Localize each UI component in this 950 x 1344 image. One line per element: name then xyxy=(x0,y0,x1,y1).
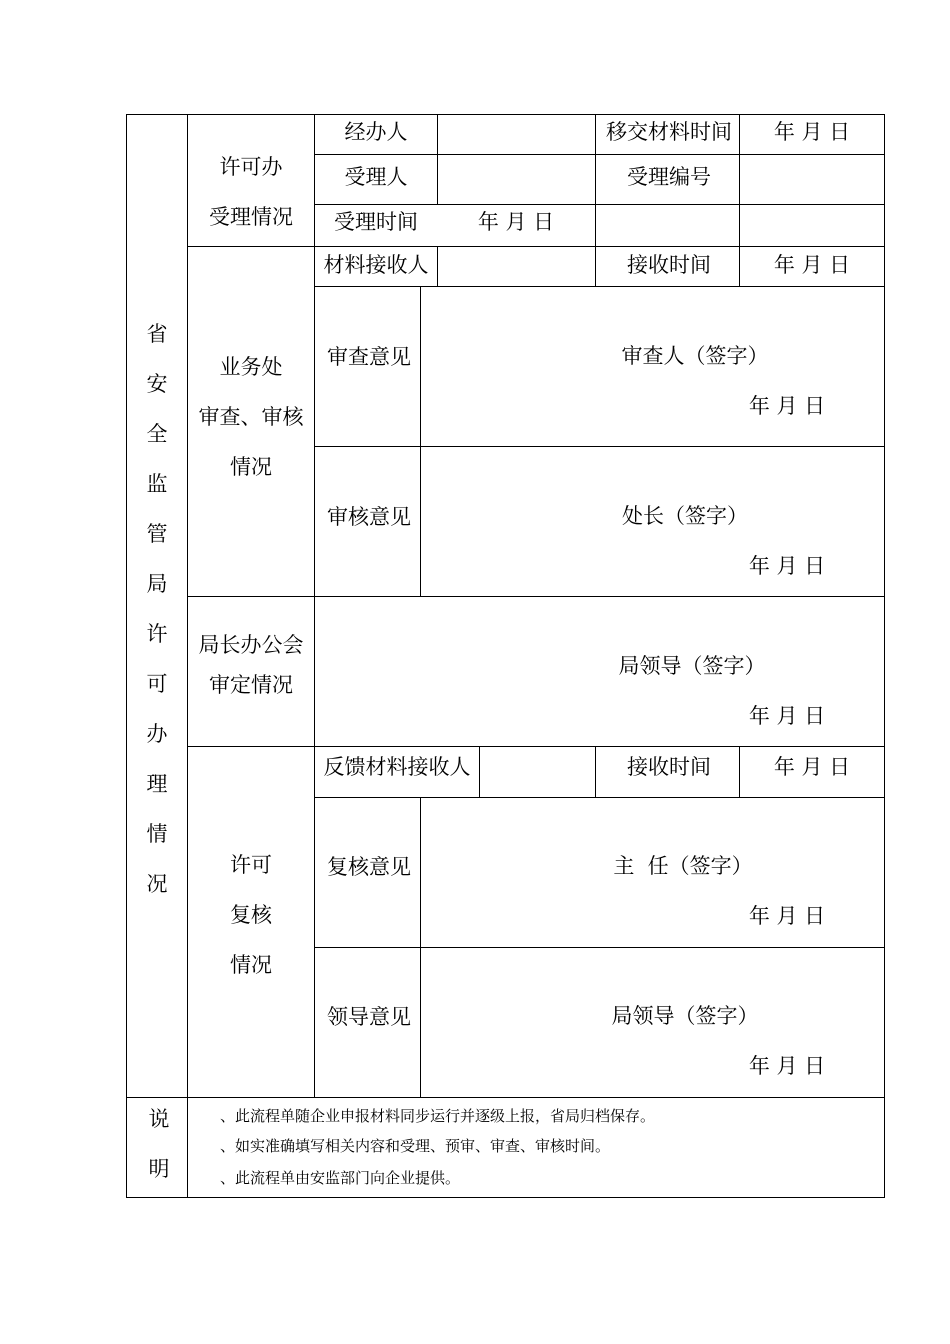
accept-no-input[interactable] xyxy=(740,155,884,204)
section-review-label xyxy=(199,342,304,492)
hline xyxy=(314,204,885,205)
section-recheck-label xyxy=(230,840,272,990)
side-title: 省 安 全 监 管 局 许 可 办 理 情 况 xyxy=(146,322,168,896)
border-right xyxy=(884,114,885,1198)
handler-label: 经办人 xyxy=(344,120,408,144)
accept-time-label: 受理时间 xyxy=(334,210,418,234)
section-recheck-label-line3: 情况 xyxy=(230,953,272,977)
notes-label-line2: 明 xyxy=(148,1157,170,1181)
vline xyxy=(420,286,421,596)
reviewer-sign-label: 审查人（签字） xyxy=(621,344,769,368)
border-left xyxy=(126,114,127,1198)
hline xyxy=(314,947,885,948)
review-opinion-label: 审查意见 xyxy=(327,345,411,369)
hline xyxy=(187,596,885,597)
hline xyxy=(126,1097,885,1098)
receiver-label: 材料接收人 xyxy=(323,253,429,277)
transfer-date-field[interactable]: 年 月 日 xyxy=(773,120,851,144)
note-item: 、如实准确填写相关内容和受理、预审、审查、审核时间。 xyxy=(220,1137,611,1155)
review-date-field[interactable]: 年 月 日 xyxy=(748,394,826,418)
recheck-leader-sign-label: 局领导（签字） xyxy=(611,1004,759,1028)
chief-sign-label: 处长（签字） xyxy=(622,504,748,528)
feedback-receive-date-field[interactable]: 年 月 日 xyxy=(773,755,851,779)
director-sign-label: 主 任（签字） xyxy=(613,854,753,878)
section-review-label-line2: 审查、审核 xyxy=(198,405,304,429)
divider-side xyxy=(187,114,188,1198)
audit-date-field[interactable]: 年 月 日 xyxy=(748,554,826,578)
feedback-receiver-input[interactable] xyxy=(480,747,594,797)
vline xyxy=(595,114,596,286)
hline xyxy=(314,446,885,447)
section-accept-label-line2: 受理情况 xyxy=(209,205,293,229)
acceptor-label: 受理人 xyxy=(344,165,408,189)
feedback-receiver-label: 反馈材料接收人 xyxy=(323,755,471,779)
vline xyxy=(595,746,596,797)
recheck-opinion-label: 复核意见 xyxy=(327,855,411,879)
section-meeting-label-line1: 局长办公会 xyxy=(198,633,304,657)
accept-date-field[interactable]: 年 月 日 xyxy=(477,210,555,234)
meeting-date-field[interactable]: 年 月 日 xyxy=(748,704,826,728)
recheck-date-field[interactable]: 年 月 日 xyxy=(748,904,826,928)
handler-input[interactable] xyxy=(438,115,594,154)
hline xyxy=(314,797,885,798)
section-meeting-label-line2: 审定情况 xyxy=(209,673,293,697)
note-item: 、此流程单由安监部门向企业提供。 xyxy=(220,1169,461,1187)
section-review-label-line1: 业务处 xyxy=(219,355,283,379)
vline xyxy=(420,797,421,1097)
transfer-time-label: 移交材料时间 xyxy=(606,120,732,144)
receive-time-label: 接收时间 xyxy=(627,253,711,277)
audit-opinion-label: 审核意见 xyxy=(327,505,411,529)
note-item: 、此流程单随企业申报材料同步运行并逐级上报，省局归档保存。 xyxy=(220,1107,656,1125)
receiver-input[interactable] xyxy=(438,247,594,286)
divider-section-label xyxy=(314,114,315,1097)
leader-opinion-date-field[interactable]: 年 月 日 xyxy=(748,1054,826,1078)
section-meeting-label xyxy=(199,625,304,705)
approval-flow-form xyxy=(126,114,885,1198)
section-recheck-label-line1: 许可 xyxy=(230,853,272,877)
accept-no-label: 受理编号 xyxy=(627,165,711,189)
receive-date-field[interactable]: 年 月 日 xyxy=(773,253,851,277)
section-accept-label-line1: 许可办 xyxy=(219,155,283,179)
feedback-receive-time-label: 接收时间 xyxy=(627,755,711,779)
notes-label xyxy=(149,1094,170,1194)
meeting-leader-sign-label: 局领导（签字） xyxy=(618,654,766,678)
section-recheck-label-line2: 复核 xyxy=(230,903,272,927)
vline xyxy=(739,746,740,797)
hline xyxy=(314,286,885,287)
notes-label-line1: 说 xyxy=(148,1107,170,1131)
border-bottom xyxy=(126,1197,885,1198)
section-accept-label xyxy=(209,142,293,242)
acceptor-input[interactable] xyxy=(438,155,594,204)
section-review-label-line3: 情况 xyxy=(230,455,272,479)
leader-opinion-label: 领导意见 xyxy=(327,1005,411,1029)
